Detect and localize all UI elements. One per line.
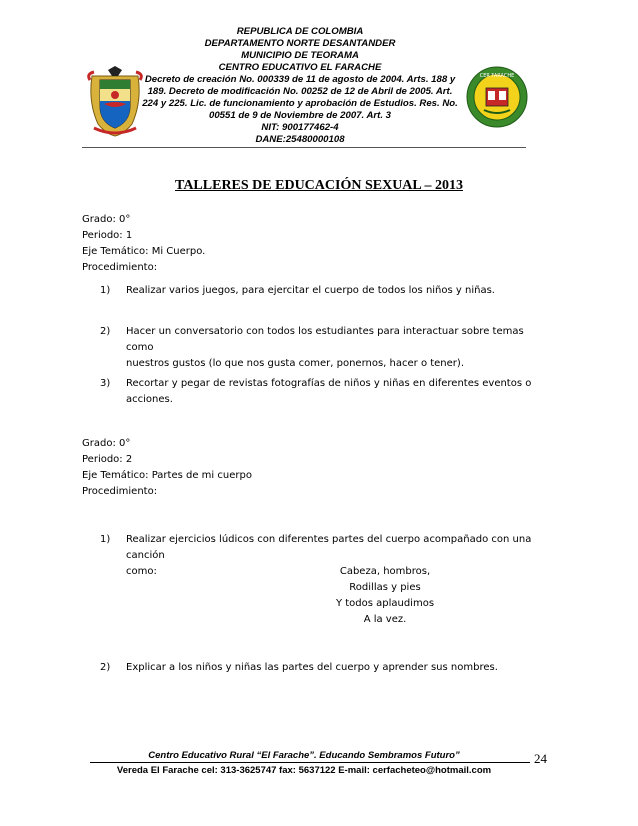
- list-item: [100, 376, 540, 408]
- song-lyrics: [200, 564, 570, 628]
- item-text: Realizar ejercicios lúdicos con diferentes partes del cuerpo acompañado con una canción: [126, 534, 532, 561]
- grado-label: Grado: 0°: [82, 214, 131, 225]
- song-line: A la vez.: [363, 614, 407, 625]
- item-number: 2): [100, 326, 111, 337]
- list-item: [100, 660, 540, 676]
- header-line: MUNICIPIO DE TEORAMA: [241, 50, 359, 61]
- seal-text: CER FARACHE: [479, 73, 515, 79]
- item-number: 1): [100, 285, 111, 296]
- item-number: 2): [100, 662, 111, 673]
- eje-label: Eje Temático: Partes de mi cuerpo: [82, 470, 252, 481]
- header-divider: [82, 147, 526, 148]
- document-title: TALLERES DE EDUCACIÓN SEXUAL – 2013: [175, 178, 463, 193]
- school-seal-logo: [466, 66, 528, 128]
- header-line: Decreto de creación No. 000339 de 11 de agosto de 2004. Arts. 188 y: [144, 74, 456, 85]
- header-line: 189. Decreto de modificación No. 00252 de 12 de Abril de 2005. Art.: [147, 86, 453, 97]
- page-number: 24: [534, 751, 547, 766]
- section-1-meta: [82, 212, 205, 276]
- footer-contact: Vereda El Farache cel: 313-3625747 fax: 5637122 E-mail: cerfacheteo@hotmail.com: [116, 765, 492, 776]
- footer-motto: Centro Educativo Rural “El Farache”. Educando Sembramos Futuro”: [148, 750, 460, 761]
- item-text: nuestros gustos (lo que nos gusta comer, ponernos, hacer o tener).: [126, 358, 464, 369]
- song-line: Rodillas y pies: [349, 582, 421, 593]
- institution-header: [140, 26, 460, 146]
- procedimiento-label: Procedimiento:: [82, 486, 158, 497]
- eje-label: Eje Temático: Mi Cuerpo.: [82, 246, 206, 257]
- item-number: 1): [100, 534, 111, 545]
- item-text: Realizar varios juegos, para ejercitar el cuerpo de todos los niños y niñas.: [126, 285, 495, 296]
- item-text: Hacer un conversatorio con todos los estudiantes para interactuar sobre temas como: [126, 326, 524, 353]
- grado-label: Grado: 0°: [82, 438, 131, 449]
- item-text: Explicar a los niños y niñas las partes del cuerpo y aprender sus nombres.: [126, 662, 498, 673]
- list-item: [100, 324, 540, 372]
- header-line: DEPARTAMENTO NORTE DESANTANDER: [204, 38, 396, 49]
- item-number: 3): [100, 378, 111, 389]
- procedimiento-label: Procedimiento:: [82, 262, 158, 273]
- section-2-meta: [82, 436, 252, 500]
- periodo-label: Periodo: 1: [82, 230, 133, 241]
- footer-divider: [90, 762, 530, 763]
- header-line: 00551 de 9 de Noviembre de 2007. Art. 3: [208, 110, 392, 121]
- periodo-label: Periodo: 2: [82, 454, 133, 465]
- song-line: Y todos aplaudimos: [335, 598, 435, 609]
- coat-of-arms-logo: [86, 66, 144, 138]
- item-text: Recortar y pegar de revistas fotografías de niños y niñas en diferentes eventos o acciones.: [126, 378, 532, 405]
- header-line: DANE:25480000108: [255, 134, 345, 145]
- item-text: como:: [126, 566, 157, 577]
- header-line: 224 y 225. Lic. de funcionamiento y aprobación de Estudios. Res. No.: [142, 98, 458, 109]
- header-line: CENTRO EDUCATIVO EL FARACHE: [218, 62, 382, 73]
- header-line: REPUBLICA DE COLOMBIA: [236, 26, 364, 37]
- header-line: NIT: 900177462-4: [261, 122, 339, 133]
- list-item: [100, 283, 540, 299]
- song-line: Cabeza, hombros,: [339, 566, 431, 577]
